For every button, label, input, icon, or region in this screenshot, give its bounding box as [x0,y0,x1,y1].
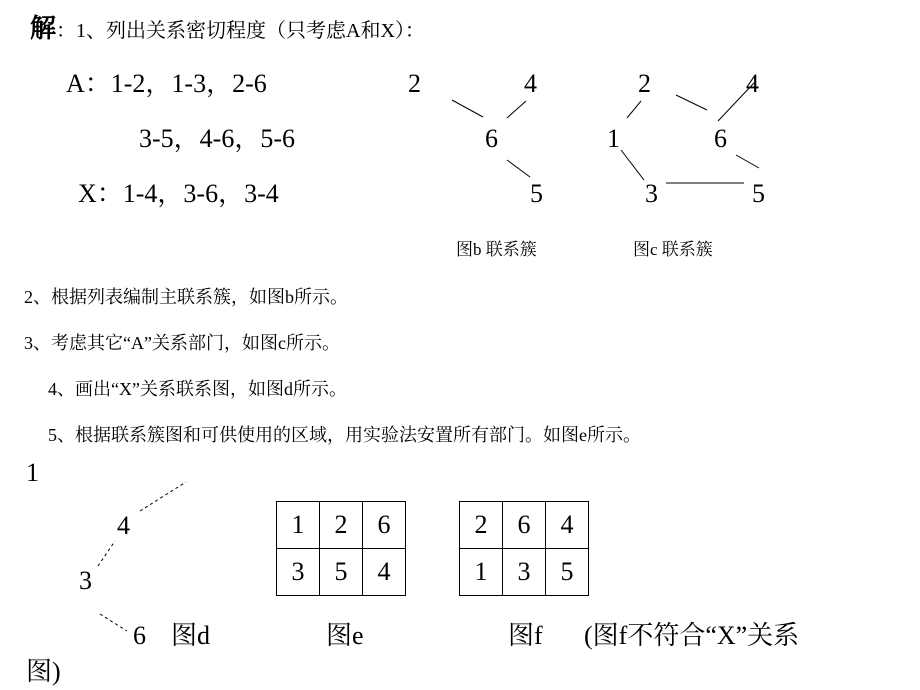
fig-b-node-4: 4 [524,69,537,98]
fig-c-edge-1-3 [621,150,644,180]
fig-f-cell: 1 [460,549,503,596]
fig-c-caption: 图c 联系簇 [633,240,713,259]
fig-e-cell: 6 [363,502,406,549]
fig-c-node-4: 4 [746,69,759,98]
fig-f-caption: 图f [508,621,543,650]
fig-e-cell: 3 [277,549,320,596]
fig-c-edge-6-5 [736,155,759,168]
fig-f-cell: 3 [503,549,546,596]
fig-c-edge-2-6 [676,95,707,110]
step-4: 4、画出“X”关系联系图，如图d所示。 [48,379,347,399]
fig-b-node-6: 6 [485,124,498,153]
fig-d-node-1: 1 [26,458,39,487]
fig-f-cell: 5 [546,549,589,596]
fig-d-node-4: 4 [117,511,130,540]
fig-f-cell: 4 [546,502,589,549]
fig-b-edge-6-5 [507,160,530,177]
fig-c-node-3: 3 [645,179,658,208]
heading-prefix: 解 [30,14,57,43]
fig-d-caption: 图d [171,621,211,650]
fig-e-cell: 1 [277,502,320,549]
fig-e-grid [276,501,406,596]
fig-b-node-5: 5 [530,179,543,208]
fig-f-grid [459,501,589,596]
fig-f-cell: 2 [460,502,503,549]
fig-b-edge-2-6 [452,100,483,117]
fig-d-edge-1-4 [140,482,186,511]
step-2: 2、根据列表编制主联系簇，如图b所示。 [24,287,348,307]
note-line1: (图f不符合“X”关系 [584,621,800,650]
fig-e-cell: 4 [363,549,406,596]
fig-c-edge-1-2 [627,101,641,118]
fig-d-node-6: 6 [133,621,146,650]
fig-c-node-5: 5 [752,179,765,208]
fig-b-node-2: 2 [408,69,421,98]
fig-e-cell: 2 [320,502,363,549]
fig-d-edge-3-6 [100,614,127,631]
relation-a-line2: 3-5，4-6，5-6 [139,124,295,153]
fig-c-node-1: 1 [607,124,620,153]
fig-c-node-2: 2 [638,69,651,98]
fig-e-cell: 5 [320,549,363,596]
step-5: 5、根据联系簇图和可供使用的区域，用实验法安置所有部门。如图e所示。 [48,425,641,445]
note-line2: 图) [26,657,61,686]
fig-c-node-6: 6 [714,124,727,153]
fig-d-node-3: 3 [79,566,92,595]
fig-b-edge-4-6 [507,101,526,118]
fig-e-caption: 图e [326,621,364,650]
fig-d-edge-4-3 [98,541,115,566]
fig-b-caption: 图b 联系簇 [456,240,537,259]
relation-x-line: X：1-4，3-6，3-4 [78,179,279,208]
heading-text: ：1、列出关系密切程度（只考虑A和X）： [56,20,425,42]
relation-a-line1: A：1-2，1-3，2-6 [66,69,267,98]
fig-f-cell: 6 [503,502,546,549]
step-3: 3、考虑其它“A”关系部门，如图c所示。 [24,333,340,353]
